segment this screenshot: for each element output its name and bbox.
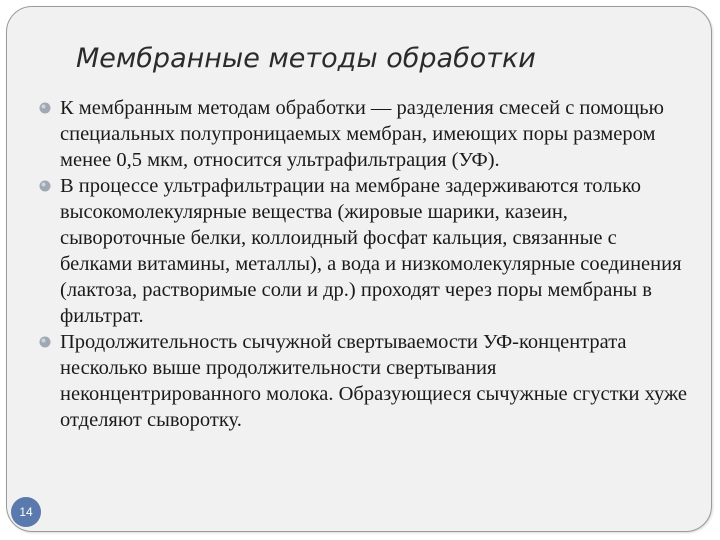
- bullet-item: [38, 95, 688, 173]
- slide-number-badge: 14: [11, 497, 41, 527]
- circle-bullet-icon: [39, 336, 51, 348]
- bullet-item: [38, 173, 688, 329]
- bullet-text: В процессе ультрафильтрации на мембране задерживаются только высокомолекулярные вещества (жировые шарики, казеин, сывороточные белки, коллоидный фосфат кальция, связанные с белками витамины, металлы), а вода и низкомолекулярные соединения (лактоза, растворимые соли и др.) проходят через поры мембраны в фильтрат.: [60, 175, 682, 327]
- circle-bullet-icon: [39, 102, 51, 114]
- bullet-item: [38, 329, 688, 433]
- circle-bullet-icon: [39, 180, 51, 192]
- bullet-text: К мембранным методам обработки — разделения смесей с помощью специальных полупроницаемых мембран, имеющих поры размером менее 0,5 мкм, относится ультрафильтрация (УФ).: [60, 97, 664, 171]
- bullet-text: Продолжительность сычужной свертываемости УФ-концентрата несколько выше продолжительности свертывания неконцентрированного молока. Образующиеся сычужные сгустки хуже отделяют сыворотку.: [60, 331, 688, 431]
- slide-title: Мембранные методы обработки: [76, 43, 536, 74]
- bullet-list: [38, 95, 688, 433]
